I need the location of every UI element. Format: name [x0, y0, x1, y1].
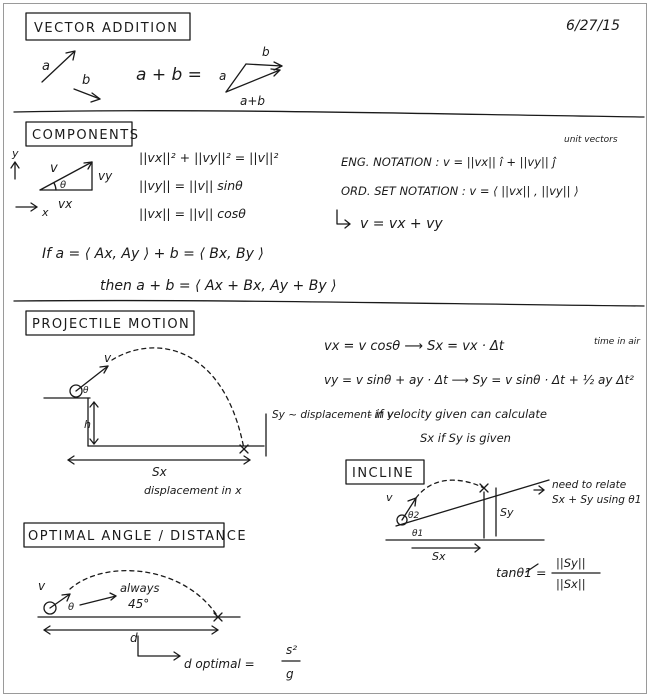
then-line: then a + b = ⟨ Ax + Bx, Ay + By ⟩ [100, 278, 337, 294]
projectile-sx: Sx [152, 465, 167, 479]
ord-set-notation: ORD. SET NOTATION : v = ⟨ ||vx|| , ||vy|| ⟩ [341, 184, 579, 198]
projectile-angle: θ [83, 386, 89, 396]
vector-triangle [226, 62, 282, 92]
components-heading: COMPONENTS [32, 128, 140, 143]
degrees-label: 45° [128, 597, 150, 611]
vx-eq: ||vx|| = ||v|| cosθ [139, 206, 246, 221]
components-label-vy: vy [98, 169, 113, 183]
incline-theta2: θ2 [408, 511, 420, 521]
sy-note: Sy ~ displacement in y [272, 409, 394, 421]
optimal-angle: θ [68, 602, 75, 613]
components-label-vx: vx [58, 197, 73, 211]
vector-addition-heading: VECTOR ADDITION [34, 21, 179, 36]
vy-motion-eq: vy = v sinθ + ay · Δt ⟶ Sy = v sinθ · Δt + ½ ay Δt² [324, 373, 634, 387]
date-label: 6/27/15 [566, 18, 620, 34]
vx-motion-eq: vx = v cosθ ⟶ Sx = vx · Δt [324, 339, 504, 354]
incline-label-v: v [386, 491, 393, 504]
components-vector-v: v [50, 161, 58, 176]
projectile-label-v: v [104, 351, 112, 365]
unit-vectors-note: unit vectors [564, 135, 618, 145]
tan-equation: tanθ1 = [496, 565, 547, 580]
vector-addition-sketch [42, 51, 100, 102]
vector-addition-equation: a + b = [136, 65, 202, 85]
axis-x-label: x [42, 206, 49, 219]
triangle-label-a: a [219, 69, 227, 83]
incline-sketch [386, 480, 549, 572]
axis-y-label: y [12, 147, 19, 160]
sum-line: v = vx + vy [360, 216, 443, 232]
tan-numerator: ||Sy|| [556, 556, 586, 570]
incline-note: need to relate Sx + Sy using θ1 [552, 479, 642, 506]
components-angle: θ [60, 180, 67, 191]
always-label: always [120, 581, 160, 595]
tan-denominator: ||Sx|| [556, 577, 586, 591]
if-line: If a = ⟨ Ax, Ay ⟩ + b = ⟨ Bx, By ⟩ [42, 246, 264, 262]
optimal-formula: d optimal = [184, 657, 255, 671]
incline-sx: Sx [432, 550, 446, 563]
section-divider-1 [14, 111, 644, 117]
triangle-label-b: b [262, 45, 270, 59]
section-divider-2 [14, 301, 644, 306]
notebook-page [3, 3, 647, 694]
optimal-numerator: s² [286, 643, 298, 657]
projectile-heading: PROJECTILE MOTION [32, 317, 191, 332]
optimal-denominator: g [286, 667, 294, 681]
time-in-air-note: time in air [594, 337, 640, 347]
incline-note-box [552, 478, 642, 558]
label-a: a [42, 59, 50, 74]
vy-eq: ||vy|| = ||v|| sinθ [139, 178, 243, 193]
pythagorean-eq: ||vx||² + ||vy||² = ||v||² [139, 150, 279, 165]
handwritten-notes [4, 4, 646, 693]
incline-heading: INCLINE [352, 466, 415, 481]
velocity-note: - if velocity given can calculate [368, 407, 547, 421]
eng-notation: ENG. NOTATION : v = ||vx|| î + ||vy|| ĵ [341, 155, 556, 169]
label-b: b [82, 73, 91, 88]
optimal-heading: OPTIMAL ANGLE / DISTANCE [28, 529, 248, 544]
optimal-label-v: v [38, 579, 46, 593]
incline-theta1: θ1 [412, 529, 424, 539]
velocity-note-2: Sx if Sy is given [420, 431, 511, 445]
sx-note: displacement in x [144, 484, 242, 497]
optimal-d: d [130, 631, 138, 645]
projectile-label-h: h [84, 418, 91, 431]
incline-sy: Sy [500, 506, 514, 519]
triangle-label-sum: a+b [240, 94, 266, 108]
projectile-sketch [44, 348, 266, 464]
